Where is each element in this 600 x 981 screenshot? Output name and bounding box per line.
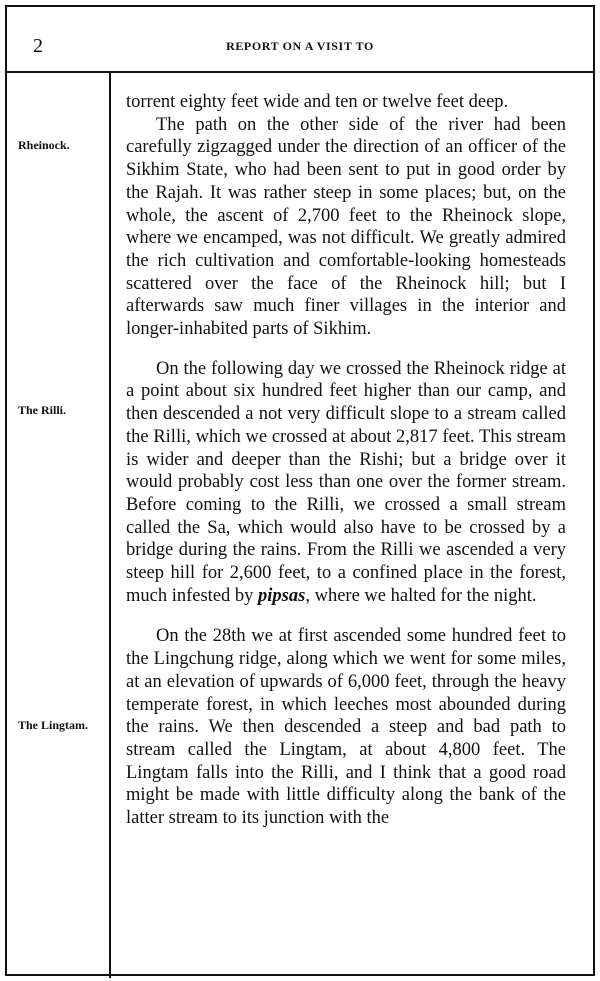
paragraph-lingtam: On the 28th we at first ascended some hundred feet to the Lingchung ridge, along which we went for some miles, at an elevation of upwards of 6,000 feet, through the heavy temperate forest, in which leeches most abounded during the rains. We then descended a steep and bad path to stream called the Lingtam, at about 4,800 feet. The Lingtam falls into the Rilli, and I think that a good road might be made with little difficulty along the bank of the latter stream to its junction with the xyxy=(126,626,566,829)
paragraph-rilli-text: On the following day we crossed the Rheinock ridge at a point about six hundred feet higher than our camp, and then descended a not very difficult slope to a stream called the Rilli, which we crossed at about 2,817 feet. This stream is wider and deeper than the Rishi; but a bridge over it would probably cost less than one over the former stream. Before coming to the Rilli, we crossed a small stream called the Sa, which would also have to be crossed by a bridge during the rains. From the Rilli we ascended a very steep hill for 2,600 feet, to a confined place in the forest, much infested by xyxy=(126,358,566,606)
sidenote-rilli: The Rilli. xyxy=(18,403,67,417)
page-header xyxy=(7,7,593,73)
paragraph-continuation: torrent eighty feet wide and ten or twelve feet deep. xyxy=(126,92,509,112)
page-number: 2 xyxy=(33,35,43,57)
sidenote-rheinock: Rheinock. xyxy=(18,138,70,152)
paragraph-rheinock: The path on the other side of the river had been carefully zigzagged under the direction of an officer of the Sikhim State, who had been sent to put in good order by the Rajah. It was rather steep in some places; but, on the whole, the ascent of 2,700 feet to the Rheinock slope, where we encamped, was not difficult. We greatly admired the rich cultivation and comfortable-looking homesteads scattered over the face of the Rheinock hill; but I afterwards saw much finer villages in the interior and longer-inhabited parts of Sikhim. xyxy=(126,114,566,340)
running-title: REPORT ON A VISIT TO xyxy=(226,39,374,53)
sidenote-lingtam: The Lingtam. xyxy=(18,718,89,732)
body-text xyxy=(126,91,566,830)
pipsas-term: pipsas xyxy=(258,585,306,606)
margin-column xyxy=(7,73,111,978)
paragraph-rilli xyxy=(126,358,566,608)
paragraph-rilli-end: , where we halted for the night. xyxy=(305,585,537,606)
